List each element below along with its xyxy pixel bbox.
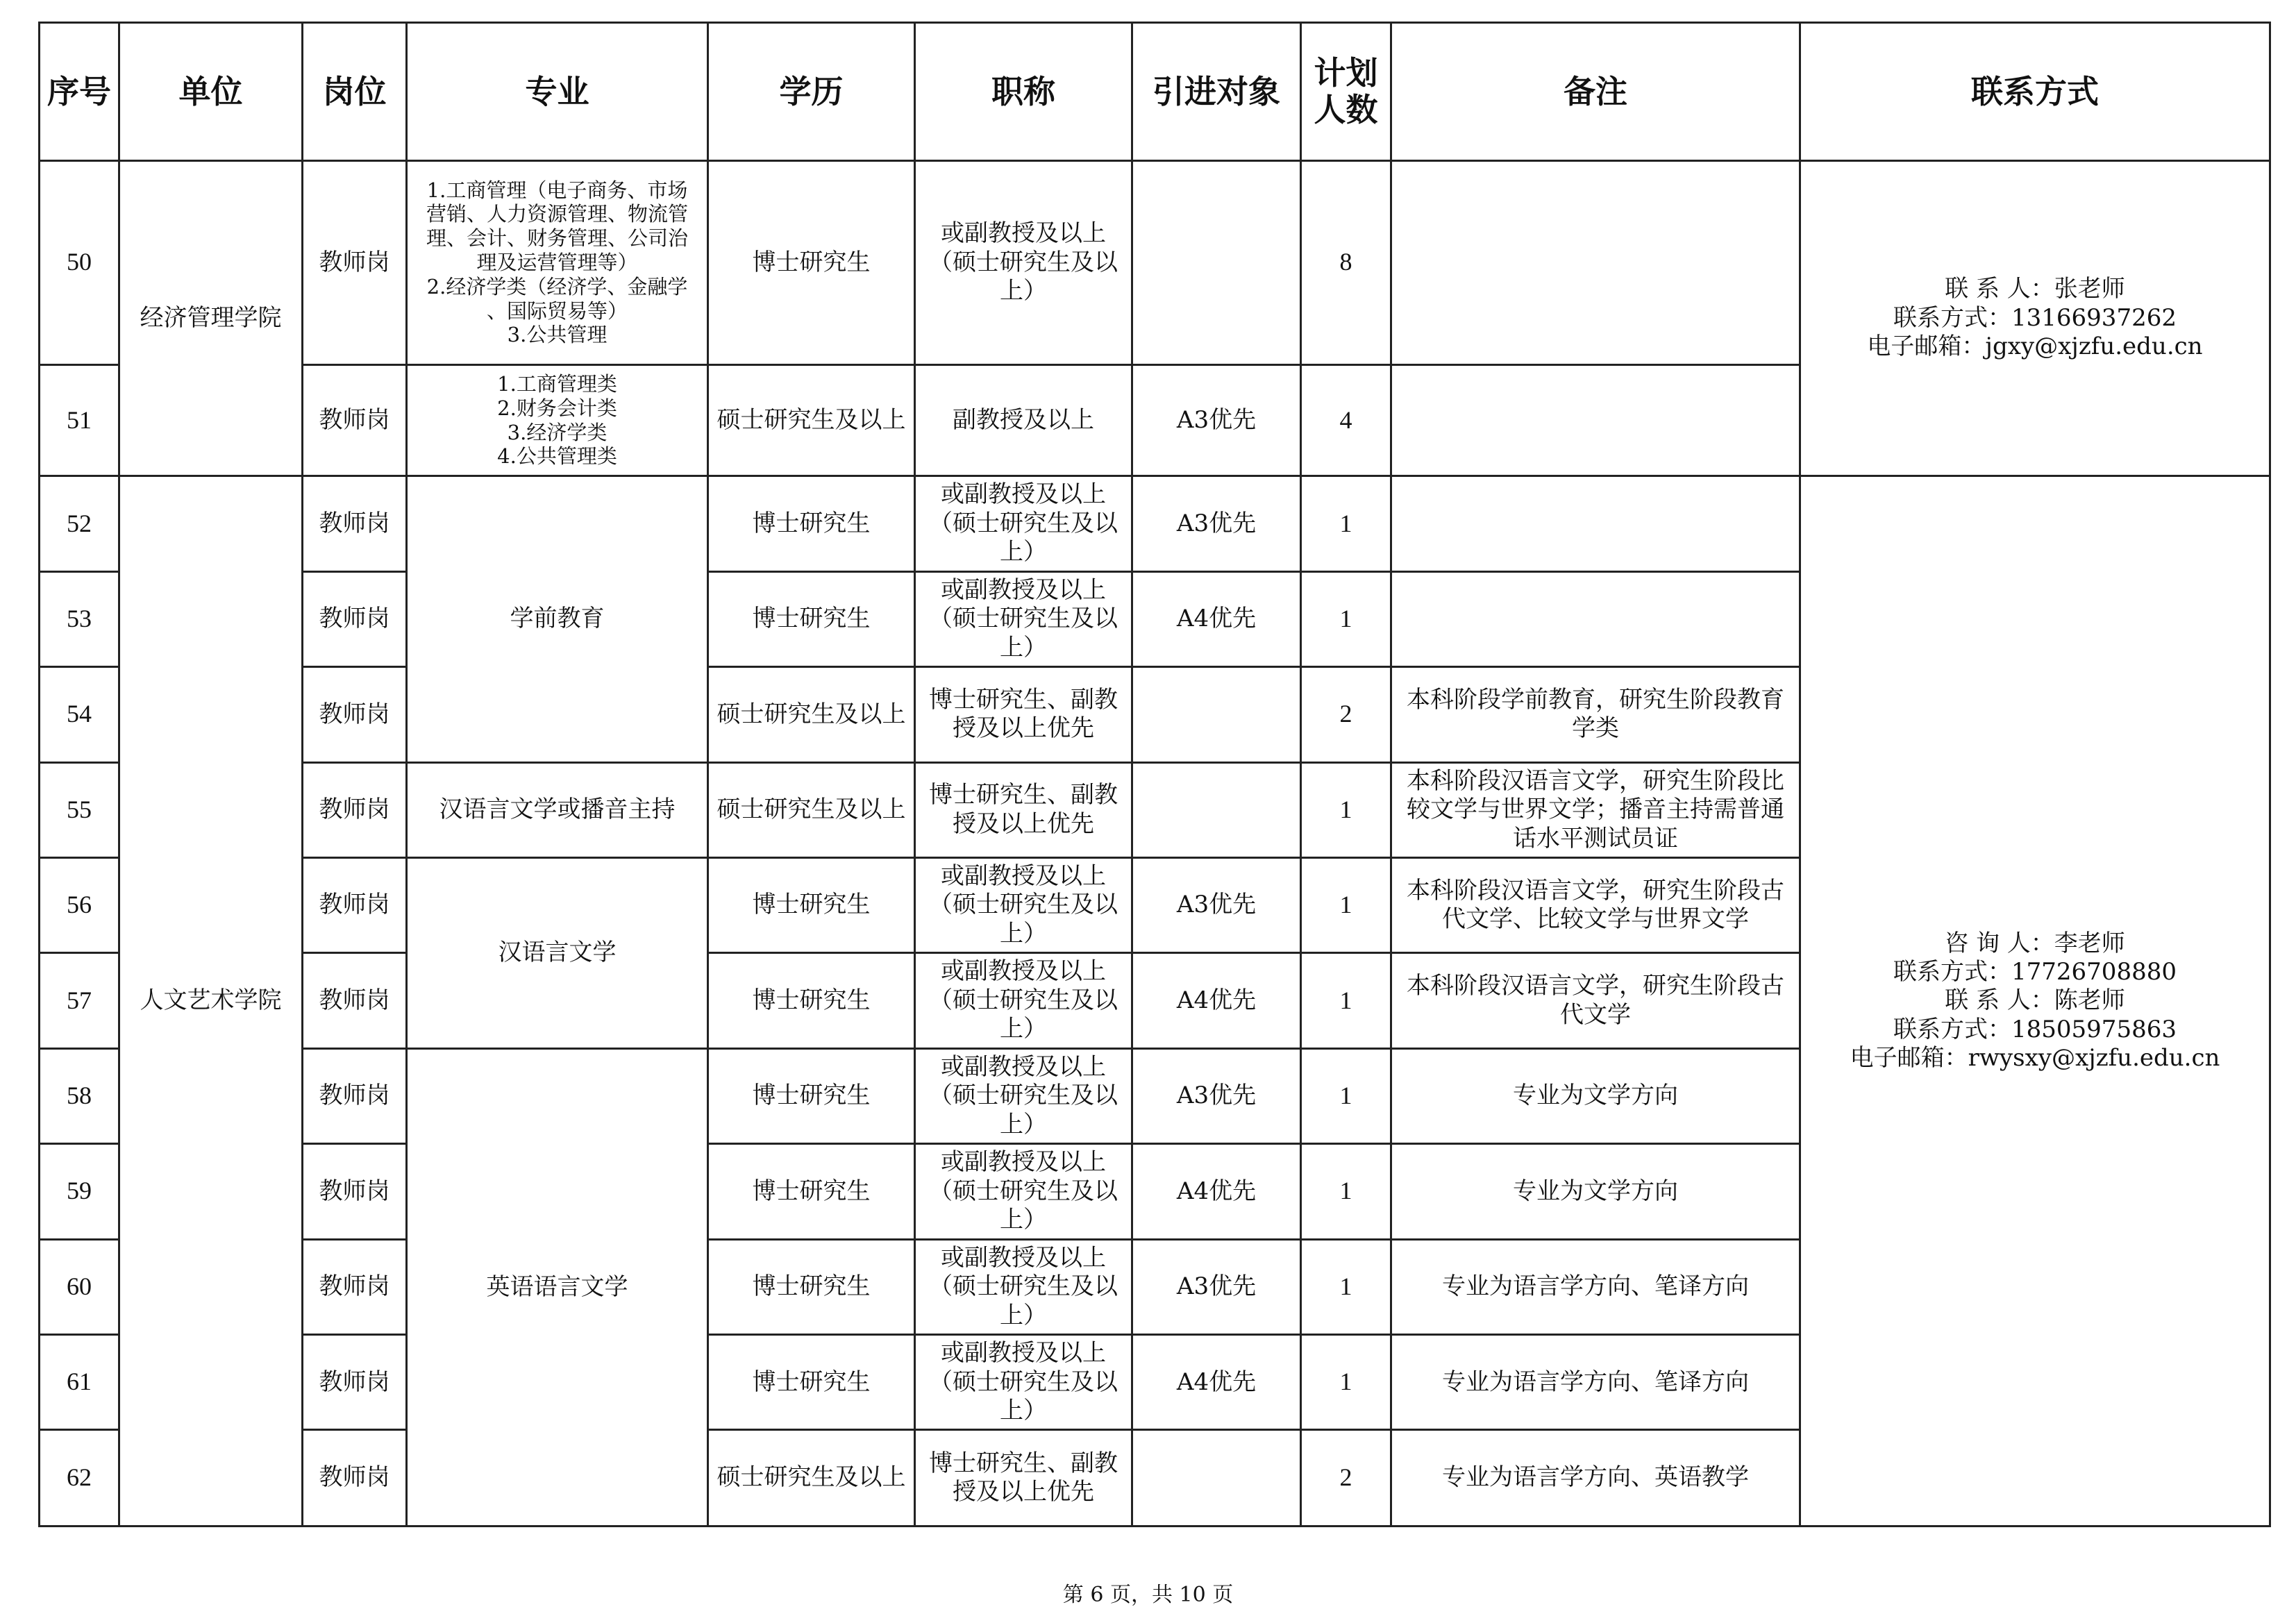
plan-cell: 1: [1301, 1335, 1391, 1430]
page-footer: 第 6 页，共 10 页: [1062, 1583, 1234, 1607]
target-cell: A3优先: [1132, 364, 1301, 476]
target-cell: [1132, 1430, 1301, 1527]
note-cell: 专业为语言学方向、笔译方向: [1391, 1239, 1800, 1334]
major-line: 理、会计、财务管理、公司治: [426, 226, 688, 251]
degree-cell: 博士研究生: [708, 571, 915, 666]
contact-line: 联系方式：17726708880: [1893, 957, 2177, 986]
note-cell: 专业为语言学方向、笔译方向: [1391, 1335, 1800, 1430]
target-cell: [1132, 667, 1301, 762]
major-line: 理及运营管理等）: [476, 251, 638, 275]
degree-cell: 博士研究生: [708, 858, 915, 953]
note-cell: 本科阶段学前教育，研究生阶段教育学类: [1391, 667, 1800, 762]
post-cell: 教师岗: [303, 953, 407, 1048]
major-line: 2.经济学类（经济学、金融学: [426, 274, 688, 298]
contact-cell: [1800, 476, 2270, 1527]
seq-cell: 54: [40, 667, 119, 762]
contact-line: 联 系 人：陈老师: [1945, 986, 2125, 1015]
plan-cell: 1: [1301, 571, 1391, 666]
plan-cell: 1: [1301, 1048, 1391, 1143]
note-cell: [1391, 161, 1800, 365]
title-cell: 博士研究生、副教授及以上优先: [915, 1430, 1132, 1527]
degree-cell: 博士研究生: [708, 1144, 915, 1239]
note-cell: 本科阶段汉语言文学，研究生阶段比较文学与世界文学；播音主持需普通话水平测试员证: [1391, 762, 1800, 857]
table-row: [40, 476, 2270, 571]
header-row: [40, 23, 2270, 161]
degree-cell: 博士研究生: [708, 953, 915, 1048]
post-cell: 教师岗: [303, 667, 407, 762]
degree-cell: 博士研究生: [708, 1048, 915, 1143]
target-cell: A4优先: [1132, 571, 1301, 666]
seq-cell: 55: [40, 762, 119, 857]
major-cell: 学前教育: [407, 476, 708, 762]
major-cell: 汉语言文学: [407, 858, 708, 1049]
title-cell: 或副教授及以上（硕士研究生及以上）: [915, 858, 1132, 953]
post-cell: 教师岗: [303, 858, 407, 953]
target-cell: A3优先: [1132, 476, 1301, 571]
target-cell: A3优先: [1132, 1048, 1301, 1143]
header-degree: 学历: [708, 23, 915, 161]
header-unit: 单位: [119, 23, 303, 161]
unit-cell: 经济管理学院: [119, 161, 303, 476]
plan-cell: 1: [1301, 858, 1391, 953]
header-note: 备注: [1391, 23, 1800, 161]
degree-cell: 硕士研究生及以上: [708, 364, 915, 476]
note-cell: [1391, 571, 1800, 666]
note-cell: [1391, 364, 1800, 476]
target-cell: [1132, 161, 1301, 365]
major-line: 3.公共管理: [507, 323, 607, 347]
major-line: 4.公共管理类: [497, 444, 617, 469]
title-cell: 或副教授及以上（硕士研究生及以上）: [915, 161, 1132, 365]
degree-cell: 博士研究生: [708, 1335, 915, 1430]
seq-cell: 58: [40, 1048, 119, 1143]
title-cell: 博士研究生、副教授及以上优先: [915, 762, 1132, 857]
contact-line: 电子邮箱：rwysxy@xjzfu.edu.cn: [1850, 1044, 2220, 1073]
header-post: 岗位: [303, 23, 407, 161]
note-cell: 专业为文学方向: [1391, 1144, 1800, 1239]
header-plan: 计划人数: [1301, 23, 1391, 161]
target-cell: A3优先: [1132, 858, 1301, 953]
note-cell: 本科阶段汉语言文学，研究生阶段古代文学: [1391, 953, 1800, 1048]
table-row: [40, 161, 2270, 365]
title-cell: 或副教授及以上（硕士研究生及以上）: [915, 1335, 1132, 1430]
post-cell: 教师岗: [303, 364, 407, 476]
title-cell: 博士研究生、副教授及以上优先: [915, 667, 1132, 762]
seq-cell: 52: [40, 476, 119, 571]
degree-cell: 博士研究生: [708, 1239, 915, 1334]
seq-cell: 50: [40, 161, 119, 365]
plan-cell: 1: [1301, 953, 1391, 1048]
degree-cell: 硕士研究生及以上: [708, 1430, 915, 1527]
title-cell: 或副教授及以上（硕士研究生及以上）: [915, 1048, 1132, 1143]
target-cell: [1132, 762, 1301, 857]
contact-line: 联 系 人：张老师: [1945, 275, 2125, 303]
seq-cell: 61: [40, 1335, 119, 1430]
recruitment-table: [38, 22, 2271, 1527]
contact-cell: [1800, 161, 2270, 476]
post-cell: 教师岗: [303, 1430, 407, 1527]
contact-line: 联系方式：18505975863: [1893, 1015, 2177, 1043]
header-contact: 联系方式: [1800, 23, 2270, 161]
post-cell: 教师岗: [303, 762, 407, 857]
major-cell: [407, 364, 708, 476]
contact-line: 电子邮箱：jgxy@xjzfu.edu.cn: [1867, 333, 2203, 361]
degree-cell: 硕士研究生及以上: [708, 667, 915, 762]
major-cell: 英语语言文学: [407, 1048, 708, 1526]
major-line: 3.经济学类: [507, 420, 607, 444]
major-cell: 汉语言文学或播音主持: [407, 762, 708, 857]
seq-cell: 51: [40, 364, 119, 476]
degree-cell: 硕士研究生及以上: [708, 762, 915, 857]
plan-cell: 8: [1301, 161, 1391, 365]
target-cell: A4优先: [1132, 953, 1301, 1048]
note-cell: 本科阶段汉语言文学，研究生阶段古代文学、比较文学与世界文学: [1391, 858, 1800, 953]
target-cell: A4优先: [1132, 1144, 1301, 1239]
title-cell: 或副教授及以上（硕士研究生及以上）: [915, 1144, 1132, 1239]
plan-cell: 2: [1301, 667, 1391, 762]
note-cell: 专业为文学方向: [1391, 1048, 1800, 1143]
header-title: 职称: [915, 23, 1132, 161]
major-cell: [407, 161, 708, 365]
seq-cell: 62: [40, 1430, 119, 1527]
plan-cell: 1: [1301, 762, 1391, 857]
note-cell: 专业为语言学方向、英语教学: [1391, 1430, 1800, 1527]
major-line: 1.工商管理类: [497, 372, 617, 396]
post-cell: 教师岗: [303, 161, 407, 365]
seq-cell: 60: [40, 1239, 119, 1334]
post-cell: 教师岗: [303, 1335, 407, 1430]
plan-cell: 4: [1301, 364, 1391, 476]
plan-cell: 2: [1301, 1430, 1391, 1527]
major-line: 、国际贸易等）: [486, 298, 628, 323]
seq-cell: 56: [40, 858, 119, 953]
post-cell: 教师岗: [303, 571, 407, 666]
seq-cell: 59: [40, 1144, 119, 1239]
major-line: 营销、人力资源管理、物流管: [426, 202, 688, 226]
title-cell: 副教授及以上: [915, 364, 1132, 476]
post-cell: 教师岗: [303, 476, 407, 571]
plan-cell: 1: [1301, 1144, 1391, 1239]
seq-cell: 53: [40, 571, 119, 666]
major-line: 2.财务会计类: [497, 396, 617, 420]
degree-cell: 博士研究生: [708, 161, 915, 365]
title-cell: 或副教授及以上（硕士研究生及以上）: [915, 571, 1132, 666]
unit-cell: 人文艺术学院: [119, 476, 303, 1527]
header-target: 引进对象: [1132, 23, 1301, 161]
contact-line: 联系方式：13166937262: [1893, 303, 2177, 332]
target-cell: A3优先: [1132, 1239, 1301, 1334]
plan-cell: 1: [1301, 1239, 1391, 1334]
note-cell: [1391, 476, 1800, 571]
degree-cell: 博士研究生: [708, 476, 915, 571]
post-cell: 教师岗: [303, 1048, 407, 1143]
title-cell: 或副教授及以上（硕士研究生及以上）: [915, 476, 1132, 571]
post-cell: 教师岗: [303, 1144, 407, 1239]
post-cell: 教师岗: [303, 1239, 407, 1334]
title-cell: 或副教授及以上（硕士研究生及以上）: [915, 1239, 1132, 1334]
seq-cell: 57: [40, 953, 119, 1048]
target-cell: A4优先: [1132, 1335, 1301, 1430]
contact-line: 咨 询 人：李老师: [1945, 929, 2125, 957]
major-line: 1.工商管理（电子商务、市场: [426, 178, 688, 202]
title-cell: 或副教授及以上（硕士研究生及以上）: [915, 953, 1132, 1048]
header-major: 专业: [407, 23, 708, 161]
header-seq: 序号: [40, 23, 119, 161]
plan-cell: 1: [1301, 476, 1391, 571]
